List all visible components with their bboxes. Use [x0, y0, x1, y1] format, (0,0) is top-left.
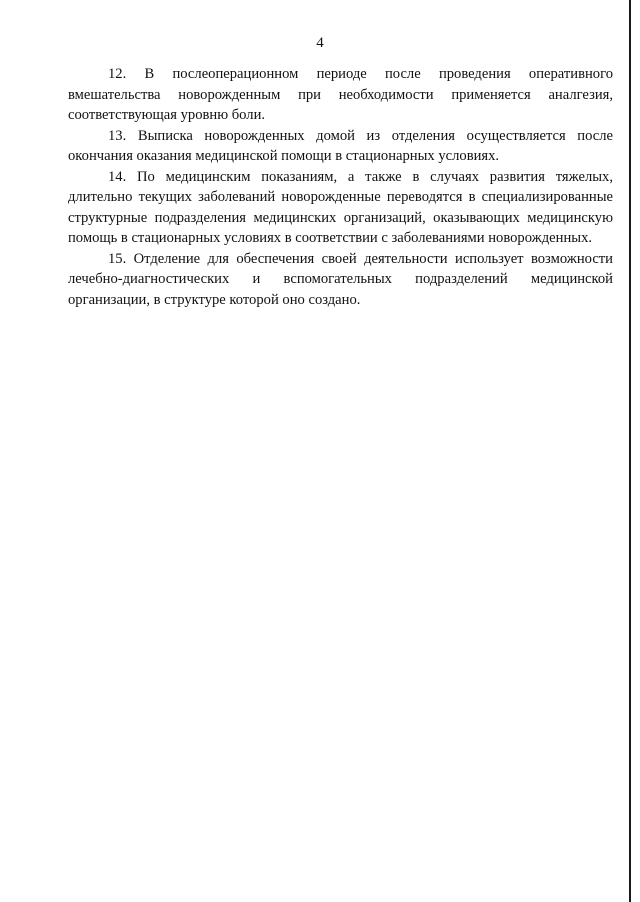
- scan-edge-line: [629, 0, 631, 902]
- paragraph-15: 15. Отделение для обеспечения своей деятельности использует возможности лечебно-диагностических и вспомогательных подразделений медицинской организации, в структуре которой оно создано.: [68, 250, 613, 308]
- paragraph-14: 14. По медицинским показаниям, а также в случаях развития тяжелых, длительно текущих заболеваний новорожденные переводятся в специализированные структурные подразделения медицинских организаций, оказывающих медицинскую помощь в стационарных условиях в соответствии с заболеваниями новорожденных.: [68, 168, 613, 246]
- paragraph-12: 12. В послеоперационном периоде после проведения оперативного вмешательства новорожденным при необходимости применяется аналгезия, соответствующая уровню боли.: [68, 66, 613, 123]
- page-number: 4: [316, 35, 324, 51]
- document-body: [68, 64, 613, 310]
- paragraph-13: 13. Выписка новорожденных домой из отделения осуществляется после окончания оказания медицинской помощи в стационарных условиях.: [68, 127, 613, 164]
